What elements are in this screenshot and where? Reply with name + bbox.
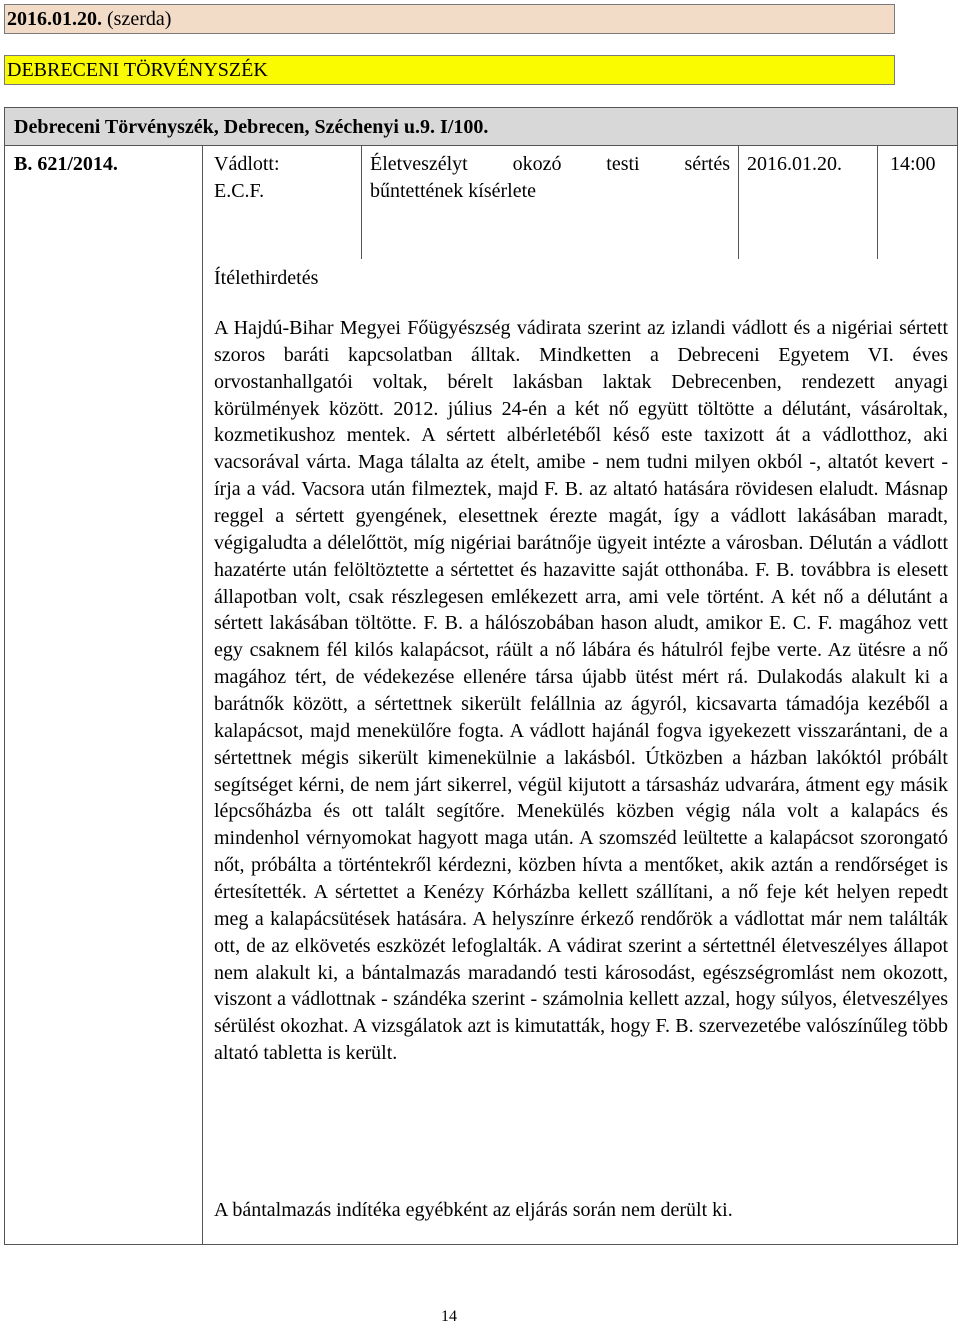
- case-number: B. 621/2014.: [14, 153, 118, 175]
- date-header-weekday: (szerda): [102, 8, 172, 30]
- charge-word: sértés: [684, 153, 730, 175]
- charge-word: Életveszélyt: [370, 153, 468, 175]
- column-divider: [361, 145, 362, 259]
- court-address: Debreceni Törvényszék, Debrecen, Széchenyi u.9. I/100.: [5, 108, 957, 146]
- date-header: [4, 4, 895, 34]
- court-name: DEBRECENI TÖRVÉNYSZÉK: [7, 59, 268, 81]
- case-description-text: A Hajdú-Bihar Megyei Főügyészség vádirata szerint az izlandi vádlott és a nigériai sértett szoros baráti kapcsolatban álltak. Mindketten a Debreceni Egyetem VI. éves orvostanhallgatói voltak, bérelt lakásban laktak Debrecenben, rendezett anyagi körülmények között. 2012. július 24-én a két nő együtt töltötte a délutánt, vásároltak, kozmetikushoz mentek. A sértett albérletéből késő este taxizott át a vádlotthoz, aki vacsorával várta. Maga tálalta az ételt, amibe - nem tudni milyen okból -, altatót kevert - írja a vád. Vacsora után filmeztek, majd F. B. az altató hatására rövidesen elaludt. Másnap reggel a sértett gyengének, elesettnek érezte magát, így a vádlott lakásában maradt, végigaludta a délelőttöt, míg nigériai barátnője ügyeit intézte a városban. Délután a vádlott hazatérte után felöltöztette a sértettet és hazavitte saját otthonába. F. B. továbbra is elesett állapotban volt, csak részlegesen emlékezett arra, ami vele történt. A két nő a délutánt a sértett lakásában töltötte. F. B. a hálószobában hason aludt, amikor E. C. F. magához vett egy csaknem fél kilós kalapácsot, ráült a nő lábára és hátulról fejbe verte. Az ütésre a nő magához tért, de védekezése ellenére társa újabb ütést mért rá. Dulakodás alakult ki a barátnők között, a sértettnek sikerült felállnia az ágyról, kicsavarta támadója kezéből a kalapácsot, majd menekülőre fogta. A vádlott hajánál fogva igyekezett visszarántani, de a sértettnek mégis sikerült kimenekülnie a lakásból. Útközben a házban lakóktól próbált segítséget kérni, de nem járt sikerrel, végül kijutott a társasház udvarára, átment egy másik lépcsőházba és ott talált segítőre. Menekülés közben végig nála volt a kalapács és mindenhol vérnyomokat hagyott maga után. A szomszéd leültette a kalapácsot szorongató nőt, próbálta a történtekről kérdezni, közben hívta a mentőket, akik aztán a rendőrséget is értesítették. A sértettet a Kenézy Kórházba kellett szállítani, a nő feje két helyen repedt meg a kalapácsütések hatására. A helyszínre érkező rendőrök a vádlottat már nem találták ott, de az elkövetés eszközét lefoglalták. A vádirat szerint a sértettnél életveszélyes állapot nem alakult ki, a bántalmazás maradandó testi károsodást, egészségromlást nem okozott, viszont a vádlottnak - szándéka szerint - számolnia kellett azzal, hogy súlyos, életveszélyes sérülést okozhat. A vizsgálatok azt is kimutatták, hogy F. B. szervezetébe valószínűleg több altató tabletta is került.: [214, 317, 948, 1065]
- hearing-date: 2016.01.20.: [747, 153, 842, 175]
- defendant-label: Vádlott:: [214, 153, 280, 175]
- hearing-table: [4, 107, 958, 1245]
- charge-line-2: bűntettének kísérlete: [370, 180, 537, 202]
- hearing-type: Ítélethirdetés: [214, 267, 319, 289]
- closing-remark: A bántalmazás indítéka egyébként az eljárás során nem derült ki.: [214, 1199, 733, 1221]
- column-divider: [202, 145, 203, 1244]
- charge-word: testi: [606, 153, 640, 175]
- defendant-cell: [214, 151, 280, 205]
- case-description: [214, 315, 948, 1067]
- column-divider: [738, 145, 739, 259]
- defendant-initials: E.C.F.: [214, 180, 265, 202]
- charge-word: okozó: [512, 153, 562, 175]
- hearing-time: 14:00: [890, 153, 936, 175]
- charge-cell: [370, 151, 730, 205]
- court-name-header: [4, 55, 895, 85]
- page-number: 14: [441, 1308, 457, 1325]
- charge-line-1: [370, 151, 730, 178]
- date-header-date: 2016.01.20.: [7, 8, 102, 30]
- column-divider: [877, 145, 878, 259]
